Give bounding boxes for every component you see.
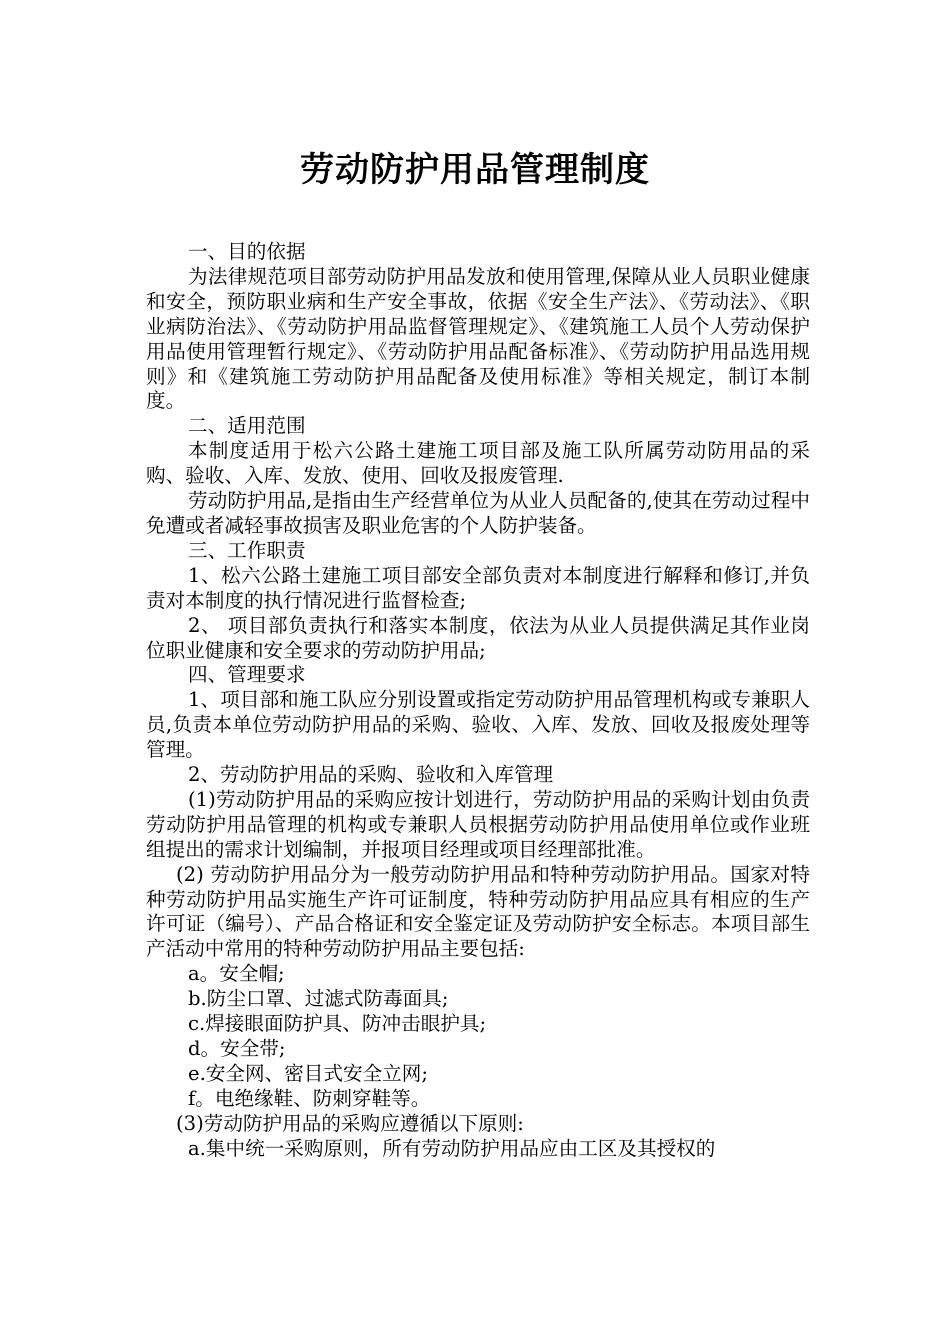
paragraph-definition: 劳动防护用品,是指由生产经营单位为从业人员配备的,使其在劳动过程中免遭或者减轻事故损害及职业危害的个人防护装备。: [146, 489, 810, 537]
section-heading-requirements: 四、管理要求: [188, 663, 306, 687]
paragraph-duty-1: 1、松六公路土建施工项目部安全部负责对本制度进行解释和修订,并负责对本制度的执行情况进行监督检查;: [146, 563, 810, 612]
document-title: 劳动防护用品管理制度: [300, 150, 650, 190]
paragraph-requirement-1: 1、项目部和施工队应分别设置或指定劳动防护用品管理机构或专兼职人员,负责本单位劳动防护用品的采购、验收、入库、发放、回收及报废处理等管理。: [146, 688, 810, 762]
paragraph-purpose: 为法律规范项目部劳动防护用品发放和使用管理,保障从业人员职业健康和安全，预防职业病和生产安全事故，依据《安全生产法》、《劳动法》、《职业病防治法》、《劳动防护用品监督管理规定》、《建筑施工人员个人劳动保护用品使用管理暂行规定》、《劳动防护用品配备标准》、《劳动防护用品选用规则》和《建筑施工劳动防护用品配备及使用标准》等相关规定，制订本制度。: [146, 264, 810, 413]
list-item: a。安全帽;: [188, 962, 285, 986]
section-heading-duties: 三、工作职责: [188, 538, 306, 562]
section-heading-scope: 二、适用范围: [188, 414, 306, 438]
paragraph-duty-2: 2、 项目部负责执行和落实本制度，依法为从业人员提供满足其作业岗位职业健康和安全要求的劳动防护用品;: [146, 613, 810, 662]
list-item: c.焊接眼面防护具、防冲击眼护具;: [188, 1012, 487, 1036]
paragraph-scope: 本制度适用于松六公路土建施工项目部及施工队所属劳动防用品的采购、验收、入库、发放、使用、回收及报废管理.: [146, 439, 810, 488]
paragraph-procurement-1: (1)劳动防护用品的采购应按计划进行，劳动防护用品的采购计划由负责劳动防护用品管理的机构或专兼职人员根据劳动防护用品使用单位或作业班组提出的需求计划编制，并报项目经理或项目经理部批准。: [146, 787, 810, 861]
list-item: d。安全带;: [188, 1037, 286, 1060]
list-item: e.安全网、密目式安全立网;: [188, 1061, 428, 1085]
paragraph-procurement-3: (3)劳动防护用品的采购应遵循以下原则:: [176, 1111, 524, 1135]
paragraph-procurement-2: (2) 劳动防护用品分为一般劳动防护用品和特种劳动防护用品。国家对特种劳动防护用品实施生产许可证制度，特种劳动防护用品应具有相应的生产许可证（编号）、产品合格证和安全鉴定证及劳动防护安全标志。本项目部生产活动中常用的特种劳动防护用品主要包括:: [146, 862, 810, 961]
section-heading-purpose: 一、目的依据: [188, 240, 306, 263]
document-body: [146, 240, 810, 1162]
list-item: b.防尘口罩、过滤式防毒面具;: [188, 987, 449, 1011]
list-item: f。电绝缘鞋、防刺穿鞋等。: [188, 1086, 431, 1110]
subheading-procurement: 2、劳动防护用品的采购、验收和入库管理: [188, 763, 554, 787]
paragraph-principle-a: a.集中统一采购原则，所有劳动防护用品应由工区及其授权的: [188, 1136, 716, 1160]
